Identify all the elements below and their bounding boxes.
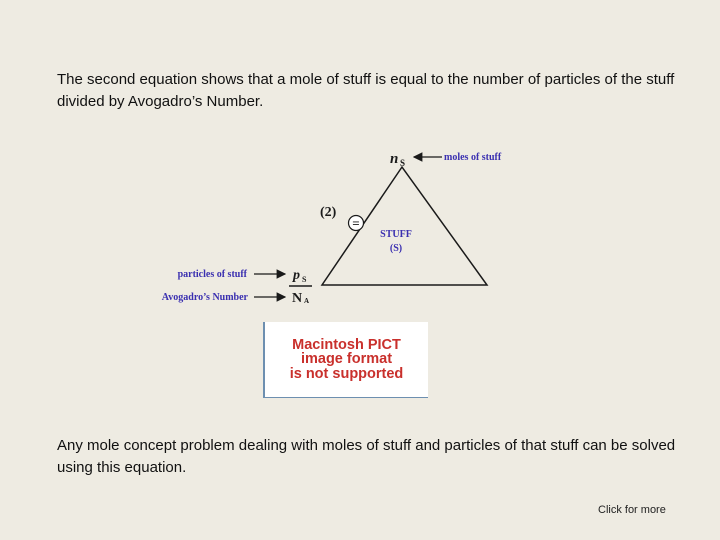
- stuff-abbrev: (S): [389, 243, 403, 254]
- avogadro-symbol-subscript: A: [304, 297, 310, 305]
- stuff-label: STUFF: [380, 229, 412, 240]
- moles-label: moles of stuff: [444, 152, 502, 163]
- placeholder-line-1: Macintosh PICT: [292, 336, 401, 353]
- placeholder-line-2: image format: [300, 351, 393, 368]
- placeholder-line-3: is not supported: [289, 365, 404, 382]
- click-for-more-link[interactable]: Click for more: [598, 504, 666, 516]
- unsupported-image-placeholder: [263, 322, 428, 398]
- avogadro-label: Avogadro’s Number: [161, 292, 248, 303]
- particles-label: particles of stuff: [177, 269, 247, 280]
- particles-symbol: p: [293, 268, 300, 283]
- particles-symbol-subscript: S: [302, 275, 307, 284]
- moles-symbol: n: [390, 151, 399, 167]
- conclusion-paragraph: Any mole concept problem dealing with moles of stuff and particles of that stuff can be solved using this equation.: [57, 437, 676, 476]
- intro-paragraph: The second equation shows that a mole of stuff is equal to the number of particles of the stuff divided by Avogadro’s Number.: [57, 71, 675, 110]
- equation-number: (2): [320, 205, 337, 220]
- avogadro-symbol: N: [292, 291, 303, 306]
- moles-symbol-subscript: S: [400, 158, 406, 168]
- triangle-outline: [322, 167, 487, 285]
- equals-sign: =: [352, 215, 360, 231]
